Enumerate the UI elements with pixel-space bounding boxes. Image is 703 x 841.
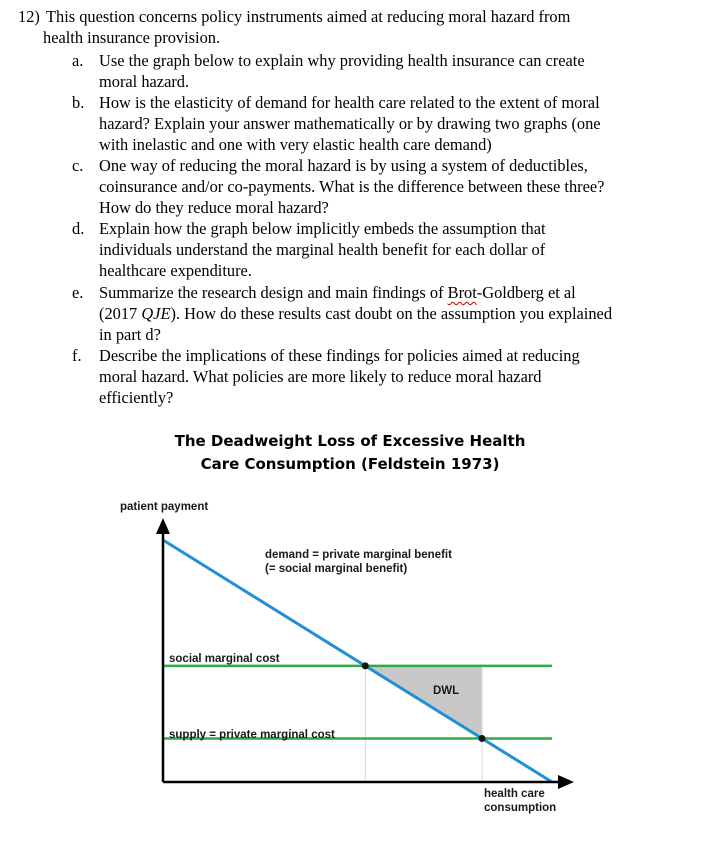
item-letter: c. — [72, 156, 84, 175]
item-line: Explain how the graph below implicitly embeds the assumption that — [99, 219, 546, 238]
social-optimum-point — [362, 662, 369, 669]
question-number: 12) — [18, 7, 40, 26]
y-axis-arrow-icon — [156, 518, 170, 534]
question-line: health insurance provision. — [43, 28, 221, 47]
text-run: Summarize the research design and main findings of — [99, 283, 448, 302]
item-letter: e. — [72, 283, 84, 302]
item-line: moral hazard. What policies are more likely to reduce moral hazard — [99, 367, 542, 386]
x-axis-label: health care — [484, 788, 545, 800]
x-axis-arrow-icon — [558, 775, 574, 789]
item-line: How do they reduce moral hazard? — [99, 198, 329, 217]
dwl-label: DWL — [433, 685, 460, 697]
item-line: coinsurance and/or co-payments. What is the difference between these three? — [99, 177, 605, 196]
y-axis-label: patient payment — [120, 501, 209, 513]
demand-label: (= social marginal benefit) — [265, 563, 408, 575]
item-line: hazard? Explain your answer mathematically or by drawing two graphs (one — [99, 114, 601, 133]
question-line: This question concerns policy instruments aimed at reducing moral hazard from — [46, 7, 571, 26]
item-letter: f. — [72, 346, 82, 365]
demand-label: demand = private marginal benefit — [265, 549, 452, 561]
item-line: Use the graph below to explain why providing health insurance can create — [99, 51, 585, 70]
item-line: healthcare expenditure. — [99, 261, 252, 280]
item-letter: a. — [72, 51, 84, 70]
text-run: -Goldberg et al — [476, 283, 576, 302]
private-equilibrium-point — [478, 735, 485, 742]
chart-title-line: The Deadweight Loss of Excessive Health — [174, 432, 526, 450]
item-line: One way of reducing the moral hazard is by using a system of deductibles, — [99, 156, 588, 175]
item-line: individuals understand the marginal health benefit for each dollar of — [99, 240, 546, 259]
spellcheck-word: Brot — [447, 283, 477, 302]
item-line: efficiently? — [99, 388, 174, 407]
supply-label: supply = private marginal cost — [169, 729, 335, 741]
item-letter: b. — [72, 93, 85, 112]
item-line: Describe the implications of these findings for policies aimed at reducing — [99, 346, 580, 365]
item-letter: d. — [72, 219, 85, 238]
text-run: ). How do these results cast doubt on the assumption you explained — [170, 304, 613, 323]
item-line: with inelastic and one with very elastic health care demand) — [99, 135, 492, 154]
item-line: in part d? — [99, 325, 161, 344]
text-run: (2017 — [99, 304, 142, 323]
x-axis-label: consumption — [484, 802, 557, 814]
smc-label: social marginal cost — [169, 653, 280, 665]
item-line: How is the elasticity of demand for health care related to the extent of moral — [99, 93, 600, 112]
item-line: moral hazard. — [99, 72, 190, 91]
chart-title-line: Care Consumption (Feldstein 1973) — [200, 455, 500, 473]
journal-name: QJE — [141, 304, 171, 323]
